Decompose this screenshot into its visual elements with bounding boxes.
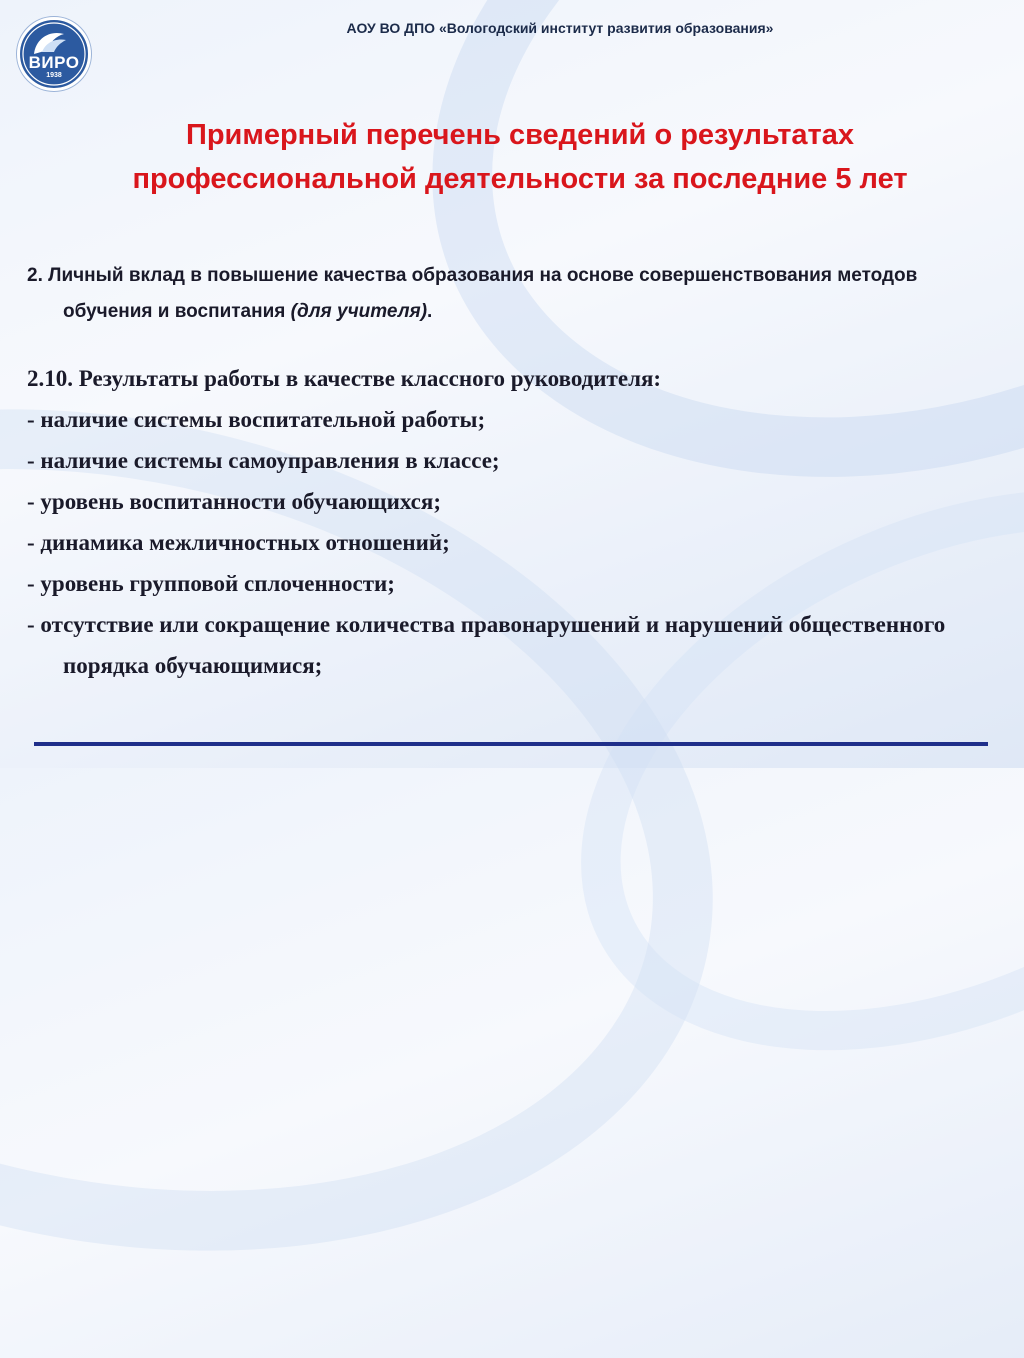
viro-logo — [17, 17, 91, 91]
list-item: - наличие системы воспитательной работы; — [27, 407, 486, 432]
lead-text: 2. Личный вклад в повышение качества образования на основе совершенствования методов обучения и воспитания — [27, 265, 918, 322]
list-item: - отсутствие или сокращение количества правонарушений и нарушений общественного порядка обучающимися; — [27, 612, 946, 678]
slide-title: Примерный перечень сведений о результатах профессиональной деятельности за последние 5 лет — [132, 119, 908, 195]
logo-year: 1938 — [46, 72, 62, 79]
list-item: - уровень воспитанности обучающихся; — [27, 489, 441, 514]
list-item: - уровень групповой сплоченности; — [27, 571, 395, 596]
criteria-list — [27, 358, 987, 686]
list-item: - наличие системы самоуправления в классе; — [27, 448, 500, 473]
lead-text-wrapper — [27, 258, 977, 330]
list-item: - динамика межличностных отношений; — [27, 530, 450, 555]
lead-paragraph — [27, 258, 977, 330]
lead-end: . — [427, 301, 433, 322]
lead-italic: (для учителя) — [290, 301, 428, 322]
organization-name: АОУ ВО ДПО «Вологодский институт развития образования» — [346, 20, 774, 36]
logo-text: ВИРО — [28, 53, 80, 72]
footer-divider — [34, 742, 988, 746]
list-item: 2.10. Результаты работы в качестве классного руководителя: — [27, 366, 662, 391]
